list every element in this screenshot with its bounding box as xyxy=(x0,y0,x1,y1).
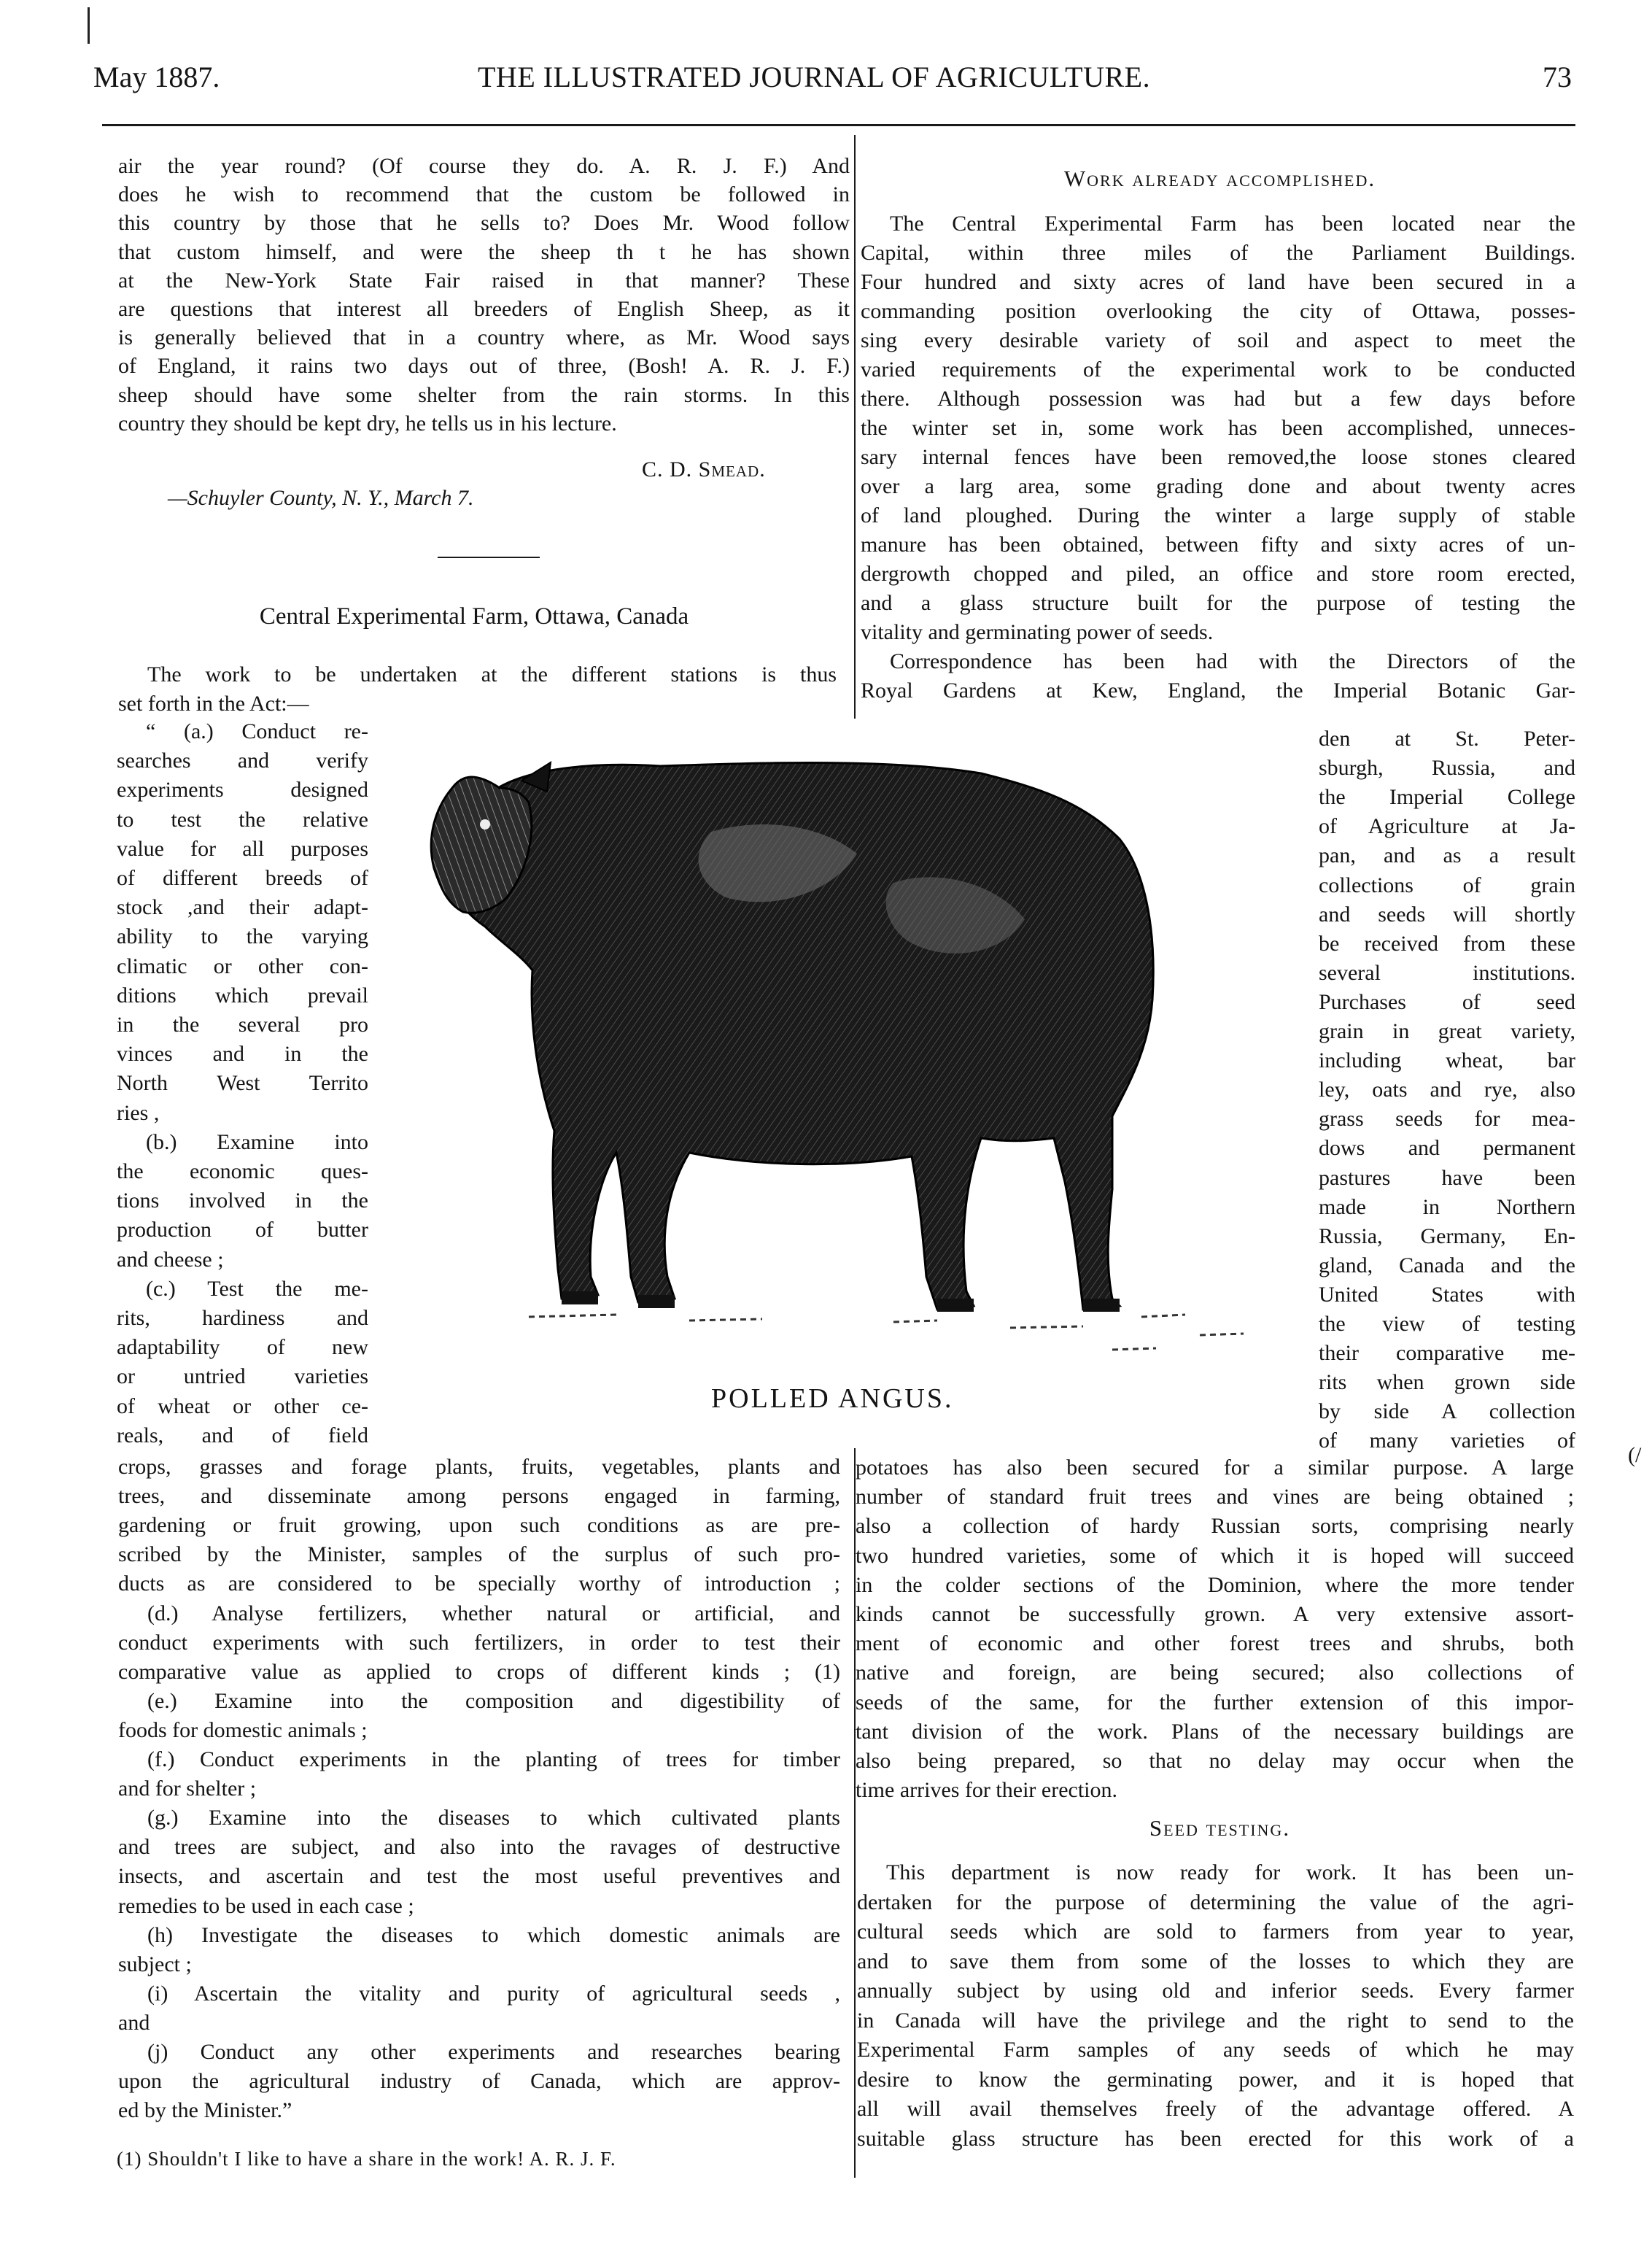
header-rule xyxy=(102,124,1575,126)
text-line: den at St. Peter- xyxy=(1319,727,1575,751)
text-line: tions involved in the xyxy=(117,1188,368,1213)
footnote: (1) Shouldn't I like to have a share in the work! A. R. J. F. xyxy=(117,2148,616,2170)
text-line: potatoes has also been secured for a similar purpose. A large xyxy=(856,1455,1574,1480)
page-corner-mark xyxy=(88,7,90,44)
text-line: ment of economic and other forest trees and shrubs, both xyxy=(856,1631,1574,1656)
text-line: comparative value as applied to crops of different kinds ; (1) xyxy=(118,1659,840,1684)
section-heading-work-accomplished: Work already accomplished. xyxy=(1063,166,1376,191)
text-line: (h) Investigate the diseases to which domestic animals are xyxy=(147,1922,840,1947)
text-line: United States with xyxy=(1319,1282,1575,1307)
text-line: dows and permanent xyxy=(1319,1136,1575,1161)
text-line: (e.) Examine into the composition and digestibility of xyxy=(147,1688,840,1713)
text-line: desire to know the germinating power, and it is hoped that xyxy=(857,2067,1574,2092)
text-line: number of standard fruit trees and vines are being obtained ; xyxy=(856,1485,1574,1509)
text-line: of England, it rains two days out of three, (Bosh! A. R. J. F.) xyxy=(118,354,850,379)
text-line: the winter set in, some work has been accomplished, unneces- xyxy=(861,416,1575,440)
text-line: scribed by the Minister, samples of the surplus of such pro- xyxy=(118,1542,840,1567)
text-line: value for all purposes xyxy=(117,836,368,861)
text-line: or untried varieties xyxy=(117,1364,368,1389)
text-line: (g.) Examine into the diseases to which cultivated plants xyxy=(147,1806,840,1830)
text-line: kinds cannot be successfully grown. A very extensive assort- xyxy=(856,1602,1574,1626)
text-line: and for shelter ; xyxy=(118,1776,257,1801)
text-line: and trees are subject, and also into the ravages of destructive xyxy=(118,1835,840,1860)
text-line: of wheat or other ce- xyxy=(117,1393,368,1418)
text-line: be received from these xyxy=(1319,931,1575,956)
text-line: vinces and in the xyxy=(117,1042,368,1067)
text-line: seeds of the same, for the further extension of this impor- xyxy=(856,1690,1574,1714)
text-line: The work to be undertaken at the different stations is thus xyxy=(147,662,837,687)
text-line: their comparative me- xyxy=(1319,1341,1575,1366)
text-line: reals, and of field xyxy=(117,1423,368,1447)
text-line: the Imperial College xyxy=(1319,785,1575,810)
text-line: grain in great variety, xyxy=(1319,1019,1575,1043)
text-line: manure has been obtained, between fifty and sixty acres of un- xyxy=(861,533,1575,557)
margin-mark: (/ xyxy=(1628,1443,1642,1467)
text-line: Capital, within three miles of the Parliament Buildings. xyxy=(861,241,1575,265)
text-line: cultural seeds which are sold to farmers from year to year, xyxy=(857,1919,1574,1944)
text-line: Four hundred and sixty acres of land have been secured in a xyxy=(861,270,1575,294)
text-line: including wheat, bar xyxy=(1319,1048,1575,1073)
text-line: to test the relative xyxy=(117,807,368,832)
text-line: this country by those that he sells to? Does Mr. Wood follow xyxy=(118,211,850,236)
text-line: pan, and as a result xyxy=(1319,843,1575,868)
text-line: all will avail themselves freely of the advantage offered. A xyxy=(857,2097,1574,2121)
text-line: (f.) Conduct experiments in the planting of trees for timber xyxy=(147,1747,840,1771)
text-line: in the colder sections of the Dominion, where the more tender xyxy=(856,1572,1574,1597)
text-line: ley, oats and rye, also xyxy=(1319,1078,1575,1102)
text-line: stock ,and their adapt- xyxy=(117,895,368,920)
text-line: dertaken for the purpose of determining the value of the agri- xyxy=(857,1890,1574,1914)
text-line: gardening or fruit growing, upon such conditions as are pre- xyxy=(118,1513,840,1538)
text-line: conduct experiments with such fertilizers, in order to test their xyxy=(118,1630,840,1655)
text-line: also a collection of hardy Russian sorts, comprising nearly xyxy=(856,1514,1574,1539)
text-line: trees, and disseminate among persons engaged in farming, xyxy=(118,1484,840,1509)
text-line: subject ; xyxy=(118,1952,192,1976)
text-line: This department is now ready for work. It has been un- xyxy=(886,1860,1574,1884)
polled-angus-illustration xyxy=(383,722,1324,1379)
text-line: pastures have been xyxy=(1319,1165,1575,1190)
text-line: set forth in the Act:— xyxy=(118,692,309,716)
text-line: Correspondence has been had with the Directors of the xyxy=(890,649,1575,673)
section-heading-seed-testing: Seed testing. xyxy=(1149,1815,1291,1841)
text-line: the economic ques- xyxy=(117,1159,368,1183)
text-line: Russia, Germany, En- xyxy=(1319,1223,1575,1248)
text-line: and seeds will shortly xyxy=(1319,902,1575,927)
text-line: (j) Conduct any other experiments and researches bearing xyxy=(147,2040,840,2064)
text-line: crops, grasses and forage plants, fruits, vegetables, plants and xyxy=(118,1455,840,1479)
text-line: over a larg area, some grading done and about twenty acres xyxy=(861,474,1575,498)
text-line: there. Although possession was had but a few days before xyxy=(861,387,1575,411)
text-line: tant division of the work. Plans of the necessary buildings are xyxy=(856,1719,1574,1744)
text-line: commanding position overlooking the city of Ottawa, posses- xyxy=(861,299,1575,323)
text-line: ability to the varying xyxy=(117,924,368,949)
text-line: in Canada will have the privilege and the right to send to the xyxy=(857,2008,1574,2033)
text-line: (b.) Examine into xyxy=(146,1129,368,1154)
text-line: ries , xyxy=(117,1100,160,1125)
text-line: Purchases of seed xyxy=(1319,989,1575,1014)
text-line: suitable glass structure has been erected for this work of a xyxy=(857,2126,1574,2151)
text-line: climatic or other con- xyxy=(117,954,368,978)
text-line: (c.) Test the me- xyxy=(146,1276,368,1301)
text-line: ed by the Minister.” xyxy=(118,2098,292,2123)
text-line: by side A collection xyxy=(1319,1399,1575,1424)
text-line: foods for domestic animals ; xyxy=(118,1717,368,1742)
text-line: and xyxy=(118,2010,150,2035)
text-line: native and foreign, are being secured; also collections of xyxy=(856,1660,1574,1685)
text-line: of land ploughed. During the winter a large supply of stable xyxy=(861,503,1575,527)
text-line: remedies to be used in each case ; xyxy=(118,1893,414,1918)
text-line: experiments designed xyxy=(117,778,368,803)
text-line: collections of grain xyxy=(1319,873,1575,897)
signature: C. D. Smead. xyxy=(642,457,766,482)
text-line: that custom himself, and were the sheep th t he has shown xyxy=(118,239,850,264)
text-line: time arrives for their erection. xyxy=(856,1778,1118,1803)
text-line: the view of testing xyxy=(1319,1312,1575,1336)
text-line: air the year round? (Of course they do. A. R. J. F.) And xyxy=(118,154,850,178)
text-line: of different breeds of xyxy=(117,866,368,890)
page-number: 73 xyxy=(1543,61,1572,93)
text-line: searches and verify xyxy=(117,749,368,773)
text-line: rits when grown side xyxy=(1319,1370,1575,1395)
text-line: also being prepared, so that no delay may occur when the xyxy=(856,1749,1574,1773)
text-line: of Agriculture at Ja- xyxy=(1319,814,1575,839)
text-line: Experimental Farm samples of any seeds of which he may xyxy=(857,2038,1574,2062)
text-line: varied requirements of the experimental work to be conducted xyxy=(861,357,1575,382)
text-line: sary internal fences have been removed,the loose stones cleared xyxy=(861,445,1575,469)
text-line: at the New-York State Fair raised in that manner? These xyxy=(118,268,850,293)
text-line: insects, and ascertain and test the most useful preventives and xyxy=(118,1864,840,1889)
text-line: dergrowth chopped and piled, an office and store room erected, xyxy=(861,562,1575,586)
text-line: (i) Ascertain the vitality and purity of agricultural seeds , xyxy=(147,1981,840,2006)
text-line: grass seeds for mea- xyxy=(1319,1107,1575,1132)
text-line: production of butter xyxy=(117,1218,368,1242)
text-line: ditions which prevail xyxy=(117,983,368,1008)
text-line: “ (a.) Conduct re- xyxy=(146,719,368,743)
text-line: several institutions. xyxy=(1319,960,1575,985)
text-line: sheep should have some shelter from the rain storms. In this xyxy=(118,382,850,407)
text-line: are questions that interest all breeders of English Sheep, as it xyxy=(118,297,850,321)
text-line: in the several pro xyxy=(117,1013,368,1037)
illustration-caption: POLLED ANGUS. xyxy=(711,1383,954,1414)
text-line: and to save them from some of the losses to which they are xyxy=(857,1949,1574,1973)
header-title: THE ILLUSTRATED JOURNAL OF AGRICULTURE. xyxy=(478,61,1151,93)
text-line: upon the agricultural industry of Canada, which are approv- xyxy=(118,2069,840,2094)
text-line: does he wish to recommend that the custom be followed in xyxy=(118,182,850,207)
text-line: sburgh, Russia, and xyxy=(1319,756,1575,781)
text-line: adaptability of new xyxy=(117,1335,368,1360)
text-line: sing every desirable variety of soil and aspect to meet the xyxy=(861,328,1575,352)
text-line: made in Northern xyxy=(1319,1194,1575,1219)
text-line: and cheese ; xyxy=(117,1247,224,1272)
text-line: is generally believed that in a country where, as Mr. Wood says xyxy=(118,325,850,350)
text-line: vitality and germinating power of seeds. xyxy=(861,620,1214,644)
text-line: The Central Experimental Farm has been located near the xyxy=(890,212,1575,236)
text-line: annually subject by using old and inferior seeds. Every farmer xyxy=(857,1979,1574,2003)
text-line: (d.) Analyse fertilizers, whether natural or artificial, and xyxy=(147,1601,840,1625)
text-line: and a glass structure built for the purpose of testing the xyxy=(861,591,1575,615)
text-line: country they should be kept dry, he tells us in his lecture. xyxy=(118,411,617,436)
text-line: of many varieties of xyxy=(1319,1428,1575,1453)
article-title: Central Experimental Farm, Ottawa, Canada xyxy=(259,603,689,630)
dateline: —Schuyler County, N. Y., March 7. xyxy=(168,486,474,510)
text-line: two hundred varieties, some of which it is hoped will succeed xyxy=(856,1543,1574,1568)
text-line: gland, Canada and the xyxy=(1319,1253,1575,1277)
text-line: rits, hardiness and xyxy=(117,1306,368,1330)
text-line: North West Territo xyxy=(117,1071,368,1096)
header-date: May 1887. xyxy=(93,61,220,93)
column-divider-top xyxy=(854,135,856,719)
text-line: ducts as are considered to be specially worthy of introduction ; xyxy=(118,1571,840,1596)
article-separator xyxy=(438,557,540,558)
text-line: Royal Gardens at Kew, England, the Imperial Botanic Gar- xyxy=(861,678,1575,703)
